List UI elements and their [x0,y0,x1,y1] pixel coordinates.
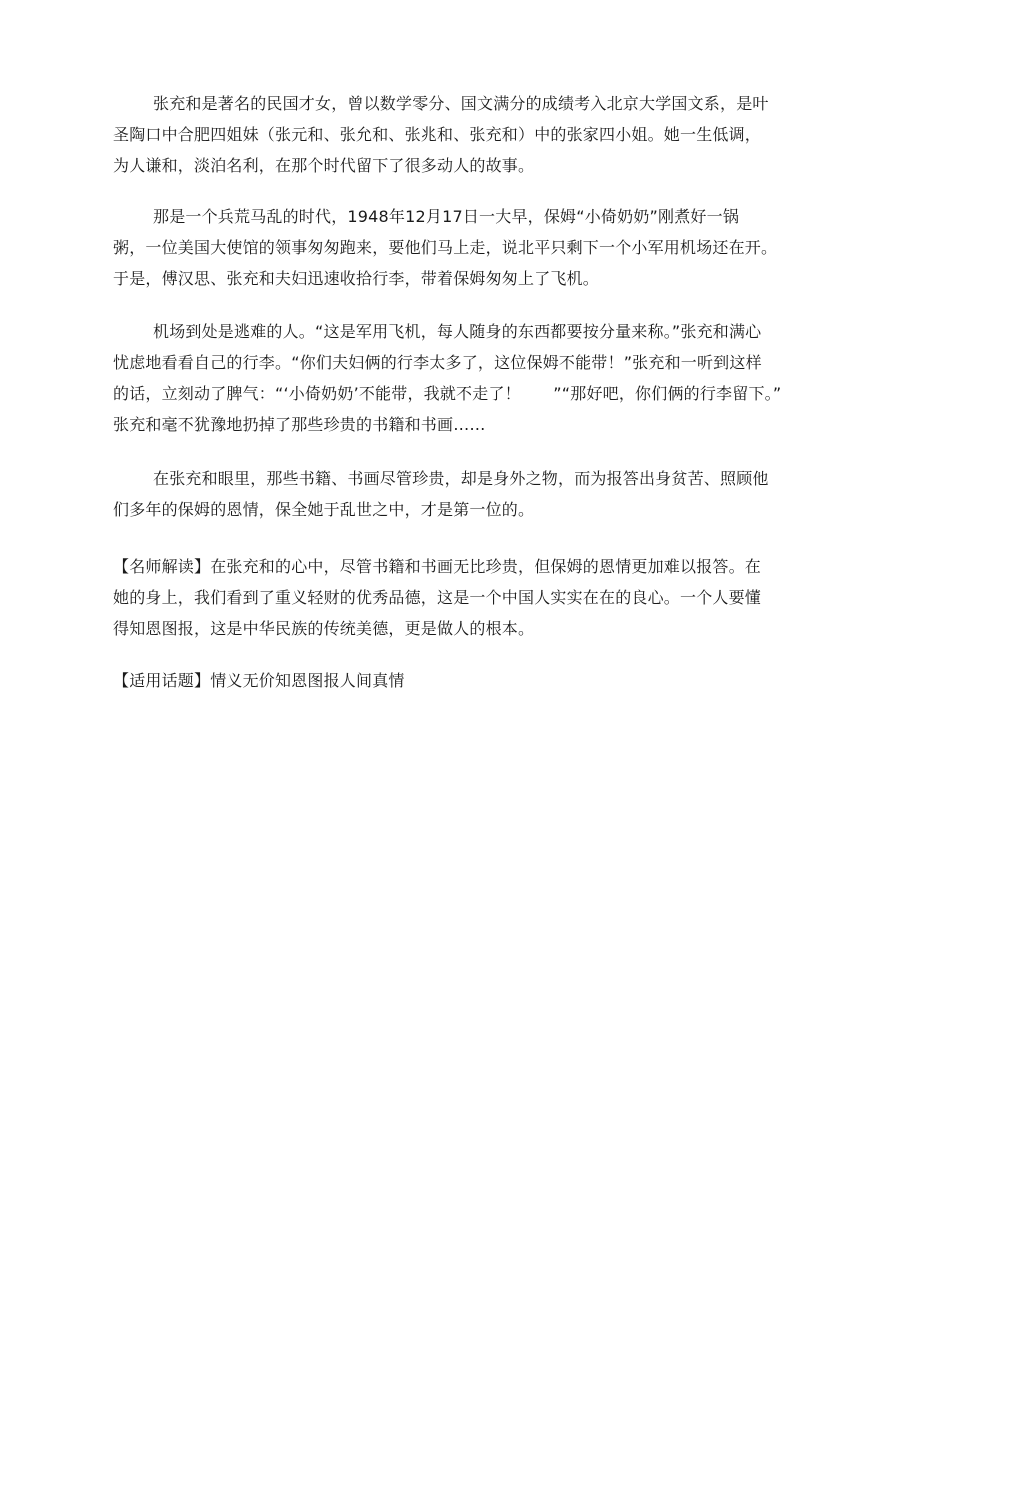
text-line: 机场到处是逃难的人。“这是军用飞机，每人随身的东西都要按分量来称。”张充和满心 [153,322,762,341]
paragraph-applicable-topics [113,665,913,696]
text-line: 为人谦和，淡泊名利，在那个时代留下了很多动人的故事。 [113,156,535,175]
text-line: 得知恩图报，这是中华民族的传统美德，更是做人的根本。 [113,619,535,638]
text-line: 们多年的保姆的恩情，保全她于乱世之中，才是第一位的。 [113,500,535,519]
paragraph-story-2 [113,316,913,440]
text-line: 粥，一位美国大使馆的领事匆匆跑来，要他们马上走，说北平只剩下一个小军用机场还在开。 [113,238,778,257]
paragraph-story-3 [113,463,913,525]
text-line: 于是，傅汉思、张充和夫妇迅速收拾行李，带着保姆匆匆上了飞机。 [113,269,600,288]
text-line: 圣陶口中合肥四姐妹（张元和、张允和、张兆和、张充和）中的张家四小姐。她一生低调， [113,125,762,144]
text-line: 张充和是著名的民国才女，曾以数学零分、国文满分的成绩考入北京大学国文系，是叶 [153,94,769,113]
text-line: 那是一个兵荒马乱的时代，1948年12月17日一大早，保姆“小倚奶奶”刚煮好一锅 [153,207,740,226]
text-line: 的话，立刻动了脾气：“‘小倚奶奶’不能带，我就不走了！ ”“那好吧，你们俩的行李留下。” [113,384,782,403]
text-line: 【名师解读】在张充和的心中，尽管书籍和书画无比珍贵，但保姆的恩情更加难以报答。在 [113,557,762,576]
text-line: 【适用话题】情义无价知恩图报人间真情 [113,671,405,690]
text-line: 张充和毫不犹豫地扔掉了那些珍贵的书籍和书画…… [113,415,486,434]
text-line: 忧虑地看看自己的行李。“你们夫妇俩的行李太多了，这位保姆不能带！”张充和一听到这样 [113,353,762,372]
paragraph-intro [113,88,913,181]
paragraph-teacher-commentary [113,551,913,644]
text-line: 在张充和眼里，那些书籍、书画尽管珍贵，却是身外之物，而为报答出身贫苦、照顾他 [153,469,769,488]
paragraph-story-1 [113,201,913,294]
text-line: 她的身上，我们看到了重义轻财的优秀品德，这是一个中国人实实在在的良心。一个人要懂 [113,588,762,607]
